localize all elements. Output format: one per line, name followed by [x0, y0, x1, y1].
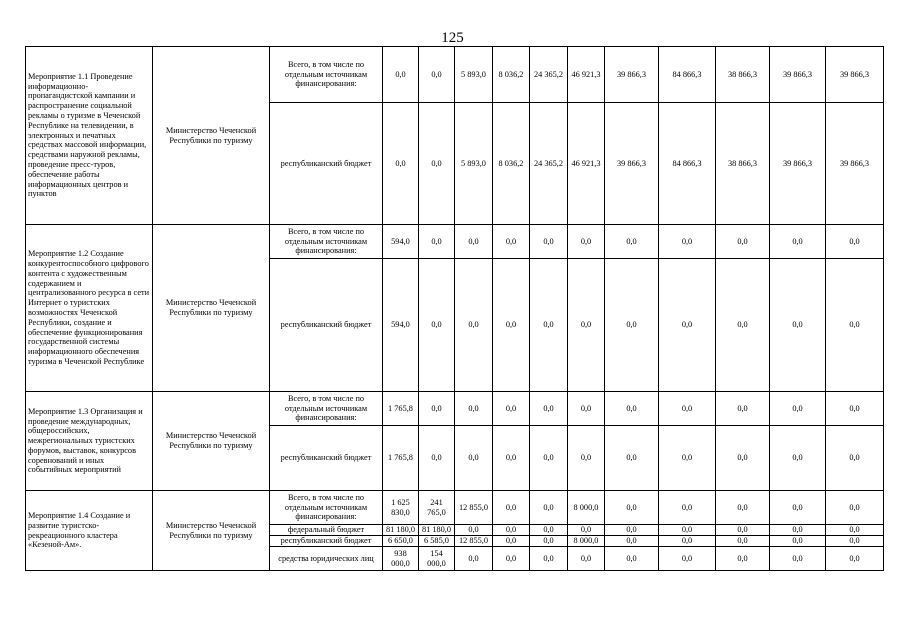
value-cell: 46 921,3	[568, 103, 605, 225]
value-cell: 12 855,0	[455, 491, 493, 525]
value-cell: 8 036,2	[493, 47, 530, 103]
value-cell: 0,0	[530, 525, 568, 536]
value-cell: 1 765,8	[383, 426, 419, 491]
value-cell: 241 765,0	[419, 491, 455, 525]
value-cell: 0,0	[716, 259, 770, 392]
executor: Министерство Чеченской Республики по туризму	[153, 225, 270, 392]
value-cell: 0,0	[568, 259, 605, 392]
value-cell: 0,0	[493, 547, 530, 571]
funding-source: республиканский бюджет	[270, 259, 383, 392]
value-cell: 0,0	[530, 536, 568, 547]
value-cell: 0,0	[419, 225, 455, 259]
value-cell: 0,0	[826, 392, 884, 426]
funding-source: Всего, в том числе по отдельным источникам финансирования:	[270, 47, 383, 103]
event-name: Мероприятие 1.4 Создание и развитие туристско-рекреационного кластера «Кезеной-Ам».	[26, 491, 153, 571]
value-cell: 0,0	[605, 392, 659, 426]
value-cell: 0,0	[770, 392, 826, 426]
value-cell: 81 180,0	[383, 525, 419, 536]
value-cell: 8 000,0	[568, 491, 605, 525]
value-cell: 0,0	[659, 536, 716, 547]
value-cell: 0,0	[770, 525, 826, 536]
value-cell: 0,0	[568, 525, 605, 536]
value-cell: 0,0	[605, 259, 659, 392]
value-cell: 0,0	[770, 547, 826, 571]
value-cell: 0,0	[605, 547, 659, 571]
value-cell: 0,0	[770, 536, 826, 547]
value-cell: 0,0	[659, 426, 716, 491]
value-cell: 0,0	[530, 225, 568, 259]
executor: Министерство Чеченской Республики по туризму	[153, 47, 270, 225]
value-cell: 0,0	[493, 259, 530, 392]
value-cell: 0,0	[659, 259, 716, 392]
value-cell: 0,0	[568, 547, 605, 571]
value-cell: 0,0	[659, 491, 716, 525]
value-cell: 8 000,0	[568, 536, 605, 547]
value-cell: 0,0	[716, 525, 770, 536]
value-cell: 0,0	[716, 491, 770, 525]
value-cell: 5 893,0	[455, 47, 493, 103]
value-cell: 0,0	[419, 426, 455, 491]
value-cell: 0,0	[659, 392, 716, 426]
value-cell: 0,0	[826, 426, 884, 491]
value-cell: 84 866,3	[659, 47, 716, 103]
value-cell: 0,0	[455, 525, 493, 536]
value-cell: 0,0	[826, 547, 884, 571]
value-cell: 0,0	[605, 426, 659, 491]
value-cell: 0,0	[826, 225, 884, 259]
value-cell: 0,0	[716, 426, 770, 491]
value-cell: 0,0	[493, 392, 530, 426]
funding-source: Всего, в том числе по отдельным источникам финансирования:	[270, 392, 383, 426]
value-cell: 0,0	[419, 392, 455, 426]
value-cell: 0,0	[455, 392, 493, 426]
value-cell: 24 365,2	[530, 103, 568, 225]
value-cell: 81 180,0	[419, 525, 455, 536]
value-cell: 0,0	[493, 536, 530, 547]
value-cell: 0,0	[770, 259, 826, 392]
table-row	[26, 491, 884, 525]
value-cell: 0,0	[493, 491, 530, 525]
table-row	[26, 225, 884, 259]
value-cell: 0,0	[605, 525, 659, 536]
funding-source: средства юридических лиц	[270, 547, 383, 571]
value-cell: 0,0	[659, 225, 716, 259]
value-cell: 6 585,0	[419, 536, 455, 547]
value-cell: 0,0	[826, 259, 884, 392]
value-cell: 0,0	[770, 225, 826, 259]
value-cell: 0,0	[605, 225, 659, 259]
value-cell: 39 866,3	[605, 47, 659, 103]
value-cell: 8 036,2	[493, 103, 530, 225]
value-cell: 0,0	[419, 47, 455, 103]
value-cell: 0,0	[530, 259, 568, 392]
value-cell: 0,0	[455, 547, 493, 571]
value-cell: 0,0	[455, 259, 493, 392]
value-cell: 594,0	[383, 259, 419, 392]
value-cell: 0,0	[530, 426, 568, 491]
value-cell: 5 893,0	[455, 103, 493, 225]
value-cell: 0,0	[455, 426, 493, 491]
value-cell: 0,0	[568, 426, 605, 491]
value-cell: 0,0	[493, 225, 530, 259]
value-cell: 0,0	[770, 491, 826, 525]
value-cell: 46 921,3	[568, 47, 605, 103]
value-cell: 0,0	[716, 547, 770, 571]
value-cell: 0,0	[826, 536, 884, 547]
value-cell: 594,0	[383, 225, 419, 259]
value-cell: 0,0	[493, 426, 530, 491]
value-cell: 0,0	[659, 547, 716, 571]
financing-table	[25, 46, 884, 571]
value-cell: 0,0	[716, 536, 770, 547]
executor: Министерство Чеченской Республики по туризму	[153, 491, 270, 571]
event-name: Мероприятие 1.1 Проведение информационно-пропагандистской кампании и распространение социальной рекламы о туризме в Чеченской Республике на телевидении, в электронных и печатных средствах массовой информации, средствами наружной рекламы, проведение пресс-туров, обеспечение работы информационных центров и пунктов	[26, 47, 153, 225]
value-cell: 24 365,2	[530, 47, 568, 103]
value-cell: 1 765,8	[383, 392, 419, 426]
value-cell: 0,0	[568, 392, 605, 426]
funding-source: республиканский бюджет	[270, 103, 383, 225]
value-cell: 38 866,3	[716, 47, 770, 103]
page-number: 125	[441, 30, 464, 46]
value-cell: 154 000,0	[419, 547, 455, 571]
value-cell: 0,0	[530, 547, 568, 571]
value-cell: 0,0	[716, 225, 770, 259]
value-cell: 39 866,3	[826, 103, 884, 225]
value-cell: 0,0	[770, 426, 826, 491]
funding-source: Всего, в том числе по отдельным источникам финансирования:	[270, 225, 383, 259]
value-cell: 0,0	[419, 103, 455, 225]
executor: Министерство Чеченской Республики по туризму	[153, 392, 270, 491]
value-cell: 0,0	[605, 536, 659, 547]
table-row	[26, 392, 884, 426]
value-cell: 0,0	[605, 491, 659, 525]
funding-source: республиканский бюджет	[270, 536, 383, 547]
funding-source: Всего, в том числе по отдельным источникам финансирования:	[270, 491, 383, 525]
value-cell: 0,0	[530, 491, 568, 525]
value-cell: 6 650,0	[383, 536, 419, 547]
table-row	[26, 47, 884, 103]
value-cell: 0,0	[826, 525, 884, 536]
value-cell: 0,0	[493, 525, 530, 536]
value-cell: 0,0	[419, 259, 455, 392]
value-cell: 0,0	[568, 225, 605, 259]
funding-source: республиканский бюджет	[270, 426, 383, 491]
value-cell: 0,0	[659, 525, 716, 536]
value-cell: 39 866,3	[770, 47, 826, 103]
value-cell: 0,0	[383, 47, 419, 103]
value-cell: 0,0	[383, 103, 419, 225]
event-name: Мероприятие 1.2 Создание конкурентоспособного цифрового контента с художественным содержанием и централизованного ресурса в сети Интернет о туристских возможностях Чеченской Республики, создание и обеспечение функционирования государственной системы информационного обеспечения туризма в Чеченской Республике	[26, 225, 153, 392]
value-cell: 39 866,3	[605, 103, 659, 225]
value-cell: 0,0	[455, 225, 493, 259]
funding-source: федеральный бюджет	[270, 525, 383, 536]
value-cell: 0,0	[530, 392, 568, 426]
value-cell: 39 866,3	[826, 47, 884, 103]
value-cell: 0,0	[716, 392, 770, 426]
value-cell: 12 855,0	[455, 536, 493, 547]
event-name: Мероприятие 1.3 Организация и проведение международных, общероссийских, межрегиональных туристских форумов, выставок, конкурсов соревнований и иных событийных мероприятий	[26, 392, 153, 491]
value-cell: 84 866,3	[659, 103, 716, 225]
value-cell: 38 866,3	[716, 103, 770, 225]
value-cell: 0,0	[826, 491, 884, 525]
value-cell: 1 625 830,0	[383, 491, 419, 525]
value-cell: 39 866,3	[770, 103, 826, 225]
value-cell: 938 000,0	[383, 547, 419, 571]
